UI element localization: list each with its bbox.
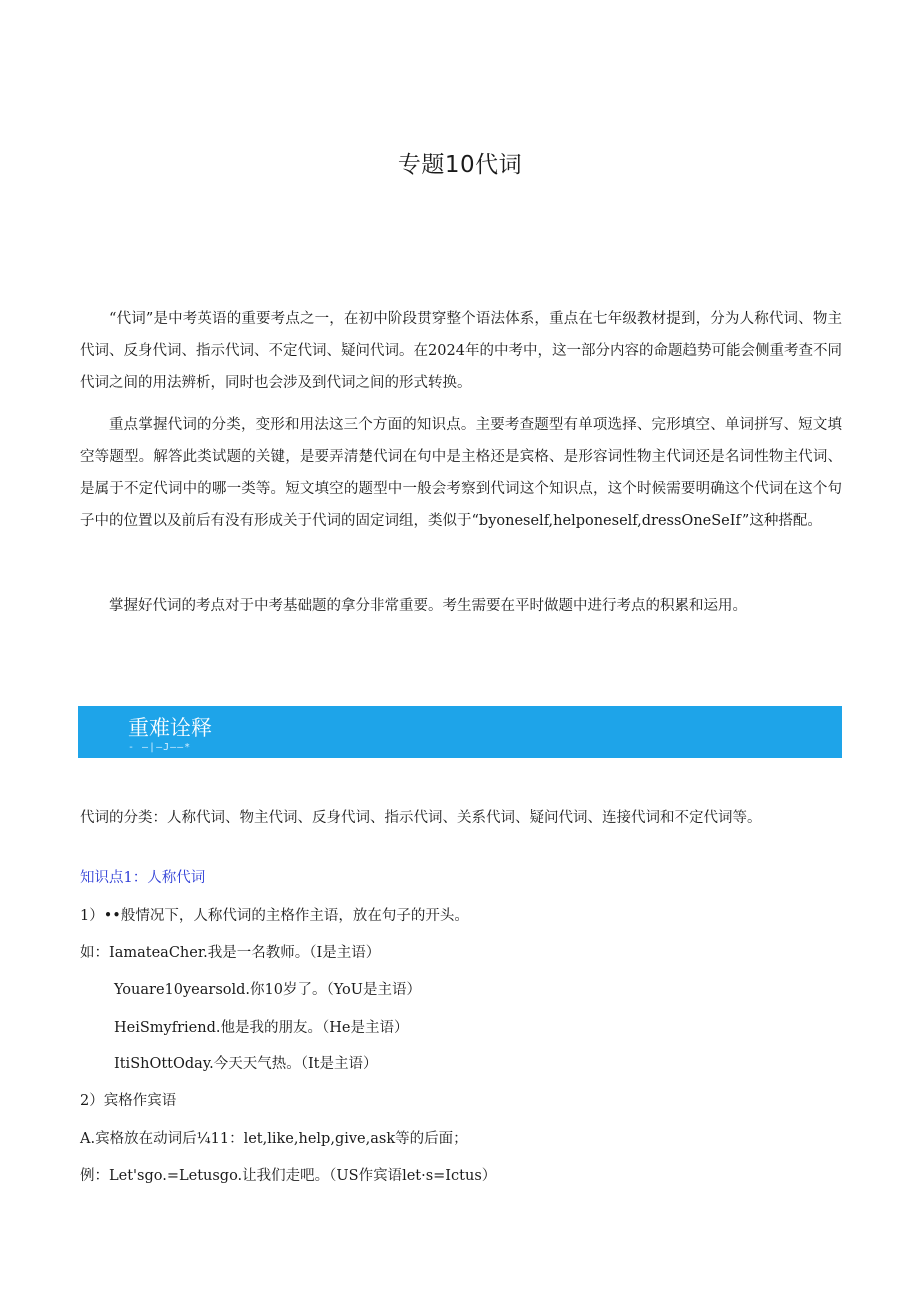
example-line: 如：IamateaCher.我是一名教师。（I是主语） xyxy=(80,945,381,961)
knowledge-point-heading: 知识点1：人称代词 xyxy=(80,870,206,886)
rule-2a-example: 例：Let'sgo.=Letusgo.让我们走吧。（US作宾语let·s=Ictus） xyxy=(80,1168,497,1184)
example-line: Youare10yearsold.你10岁了。（YoU是主语） xyxy=(114,982,421,998)
intro-paragraph-1: “代词”是中考英语的重要考点之一，在初中阶段贯穿整个语法体系，重点在七年级教材提到，分为人称代词、物主代词、反身代词、指示代词、不定代词、疑问代词。在2024年的中考中，这一部分内容的命题趋势可能会侧重考查不同代词之间的用法辨析，同时也会涉及到代词之间的形式转换。 xyxy=(80,311,842,391)
example-line: ItiShOttOday.今天天气热。（It是主语） xyxy=(114,1056,378,1072)
page-title: 专题10代词 xyxy=(397,152,523,178)
rule-2-text: 2）宾格作宾语 xyxy=(80,1093,177,1109)
classification-text: 代词的分类：人称代词、物主代词、反身代词、指示代词、关系代词、疑问代词、连接代词和不定代词等。 xyxy=(80,810,762,826)
banner-decoration: - —|—J——* xyxy=(128,742,192,753)
rule-1-text: 1）••般情况下，人称代词的主格作主语，放在句子的开头。 xyxy=(80,908,469,924)
intro-paragraph-3: 掌握好代词的考点对于中考基础题的拿分非常重要。考生需要在平时做题中进行考点的积累和运用。 xyxy=(109,598,747,614)
section-banner xyxy=(78,706,842,758)
rule-2a-text: A.宾格放在动词后¼11：let,like,help,give,ask等的后面； xyxy=(80,1131,468,1147)
example-line: HeiSmyfriend.他是我的朋友。（He是主语） xyxy=(114,1020,409,1036)
intro-paragraph-2: 重点掌握代词的分类，变形和用法这三个方面的知识点。主要考查题型有单项选择、完形填空、单词拼写、短文填空等题型。解答此类试题的关键，是要弄清楚代词在句中是主格还是宾格、是形容词性物主代词还是名词性物主代词、是属于不定代词中的哪一类等。短文填空的题型中一般会考察到代词这个知识点，这个时候需要明确这个代词在这个句子中的位置以及前后有没有形成关于代词的固定词组，类似于“byoneself,helponeself,dressOneSeIf”这种搭配。 xyxy=(80,417,842,529)
banner-title: 重难诠释 xyxy=(128,716,212,740)
